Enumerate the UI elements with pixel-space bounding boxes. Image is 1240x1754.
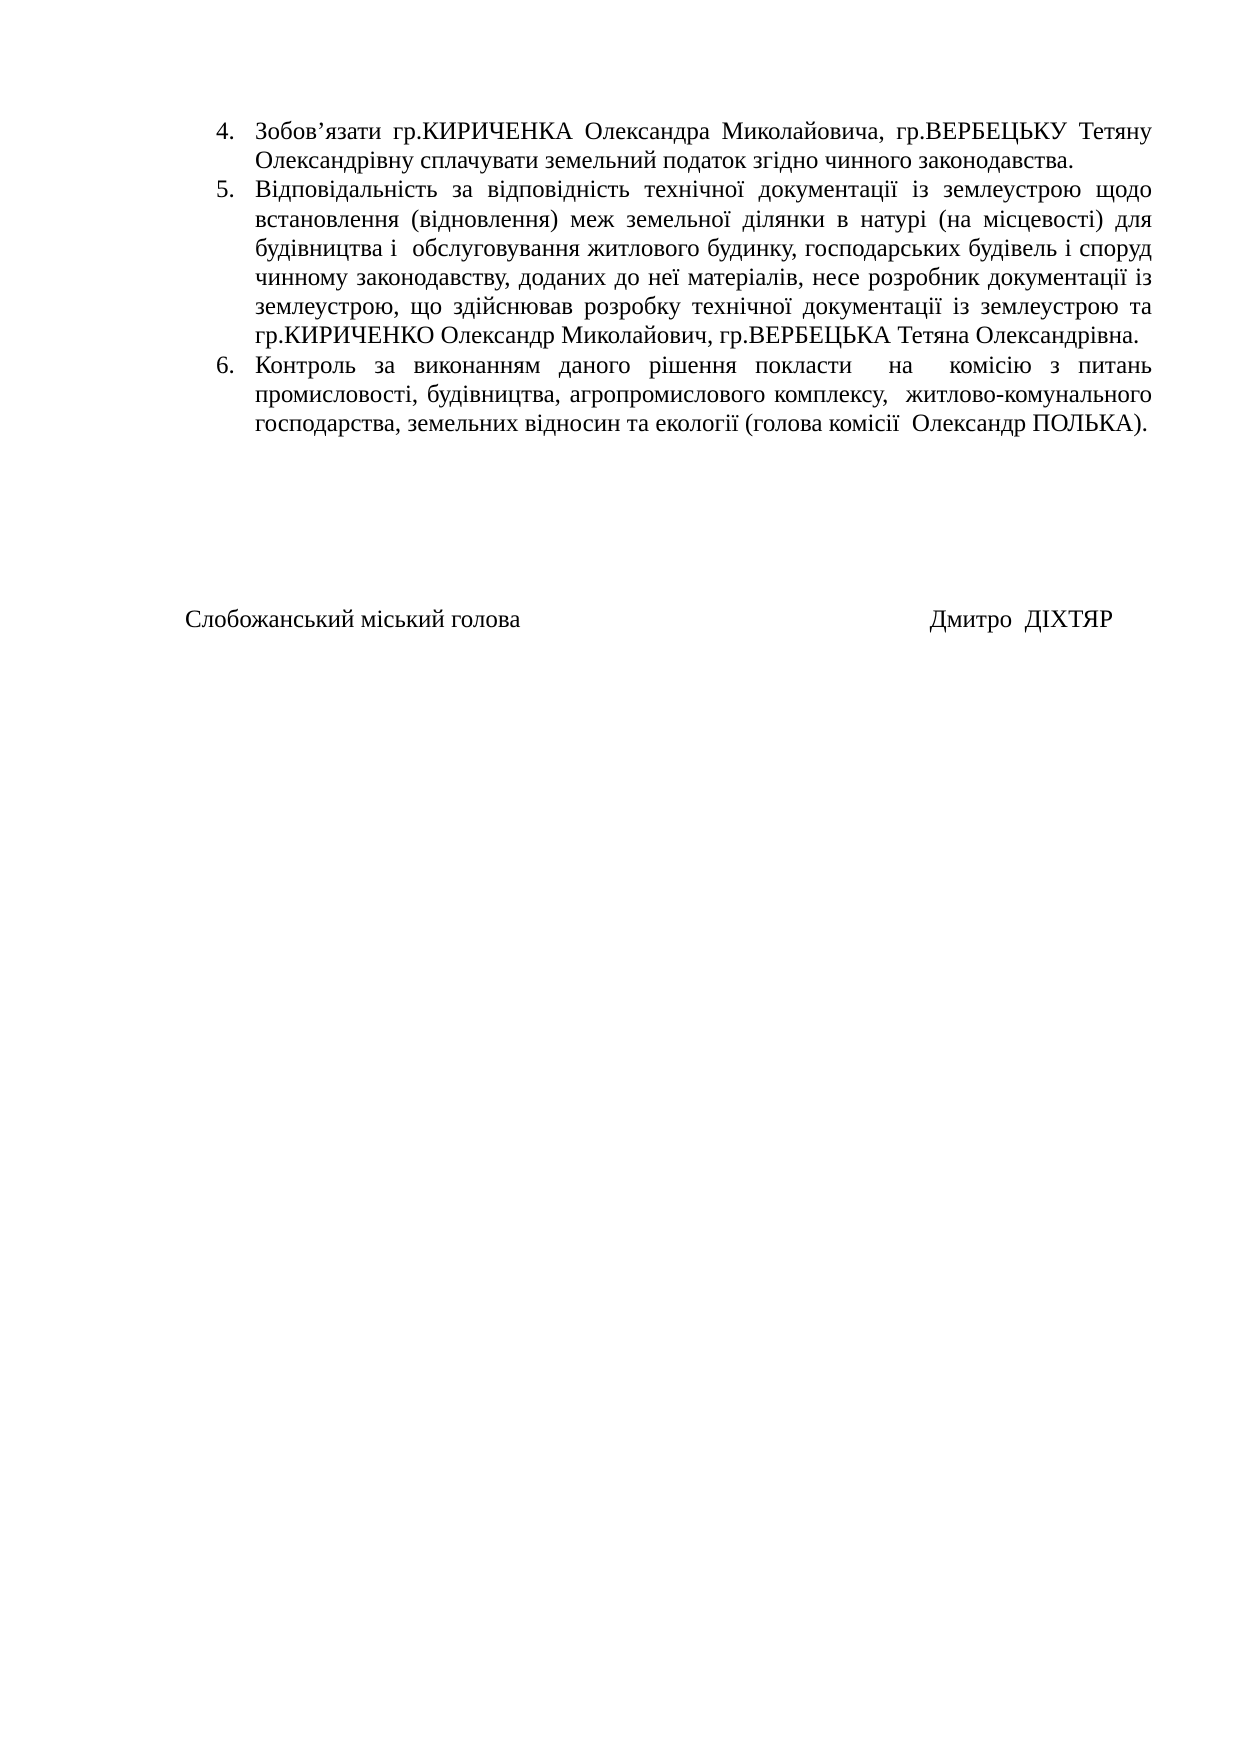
item-body xyxy=(255,175,1152,350)
text-line: Контроль за виконанням даного рішення покласти на комісію з питань xyxy=(255,351,1152,379)
text-line: встановлення (відновлення) меж земельної ділянки в натурі (на місцевості) для xyxy=(255,205,1152,233)
list-item-6 xyxy=(216,351,1152,439)
text-line: промисловості, будівництва, агропромислового комплексу, житлово-комунального xyxy=(255,380,1152,408)
text-line: Відповідальність за відповідність технічної документації із землеустрою щодо xyxy=(255,176,1152,204)
text-line: чинному законодавству, доданих до неї матеріалів, несе розробник документації із xyxy=(255,264,1152,292)
text-line: Зобов’язати гр.КИРИЧЕНКА Олександра Миколайовича, гр.ВЕРБЕЦЬКУ Тетяну xyxy=(255,118,1152,145)
list-item-4 xyxy=(216,117,1152,175)
item-number: 6. xyxy=(216,351,235,379)
list-item-5 xyxy=(216,175,1152,350)
resolution-list xyxy=(216,117,1152,438)
item-number: 5. xyxy=(216,176,235,204)
item-body xyxy=(255,117,1152,175)
item-number: 4. xyxy=(216,118,235,145)
signature-row xyxy=(185,605,1113,634)
text-line: гр.КИРИЧЕНКО Олександр Миколайович, гр.ВЕРБЕЦЬКА Тетяна Олександрівна. xyxy=(255,322,1140,350)
text-line: будівництва і обслуговування житлового будинку, господарських будівель і споруд xyxy=(255,234,1152,262)
text-line: Олександрівну сплачувати земельний податок згідно чинного законодавства. xyxy=(255,147,1075,175)
signature-title: Слобожанський міський голова xyxy=(185,606,521,633)
item-body xyxy=(255,351,1152,439)
signature-name: Дмитро ДІХТЯР xyxy=(929,606,1113,633)
text-line: землеустрою, що здійснював розробку технічної документації із землеустрою та xyxy=(255,293,1152,321)
text-line: господарства, земельних відносин та екології (голова комісії Олександр ПОЛЬКА). xyxy=(255,410,1148,438)
